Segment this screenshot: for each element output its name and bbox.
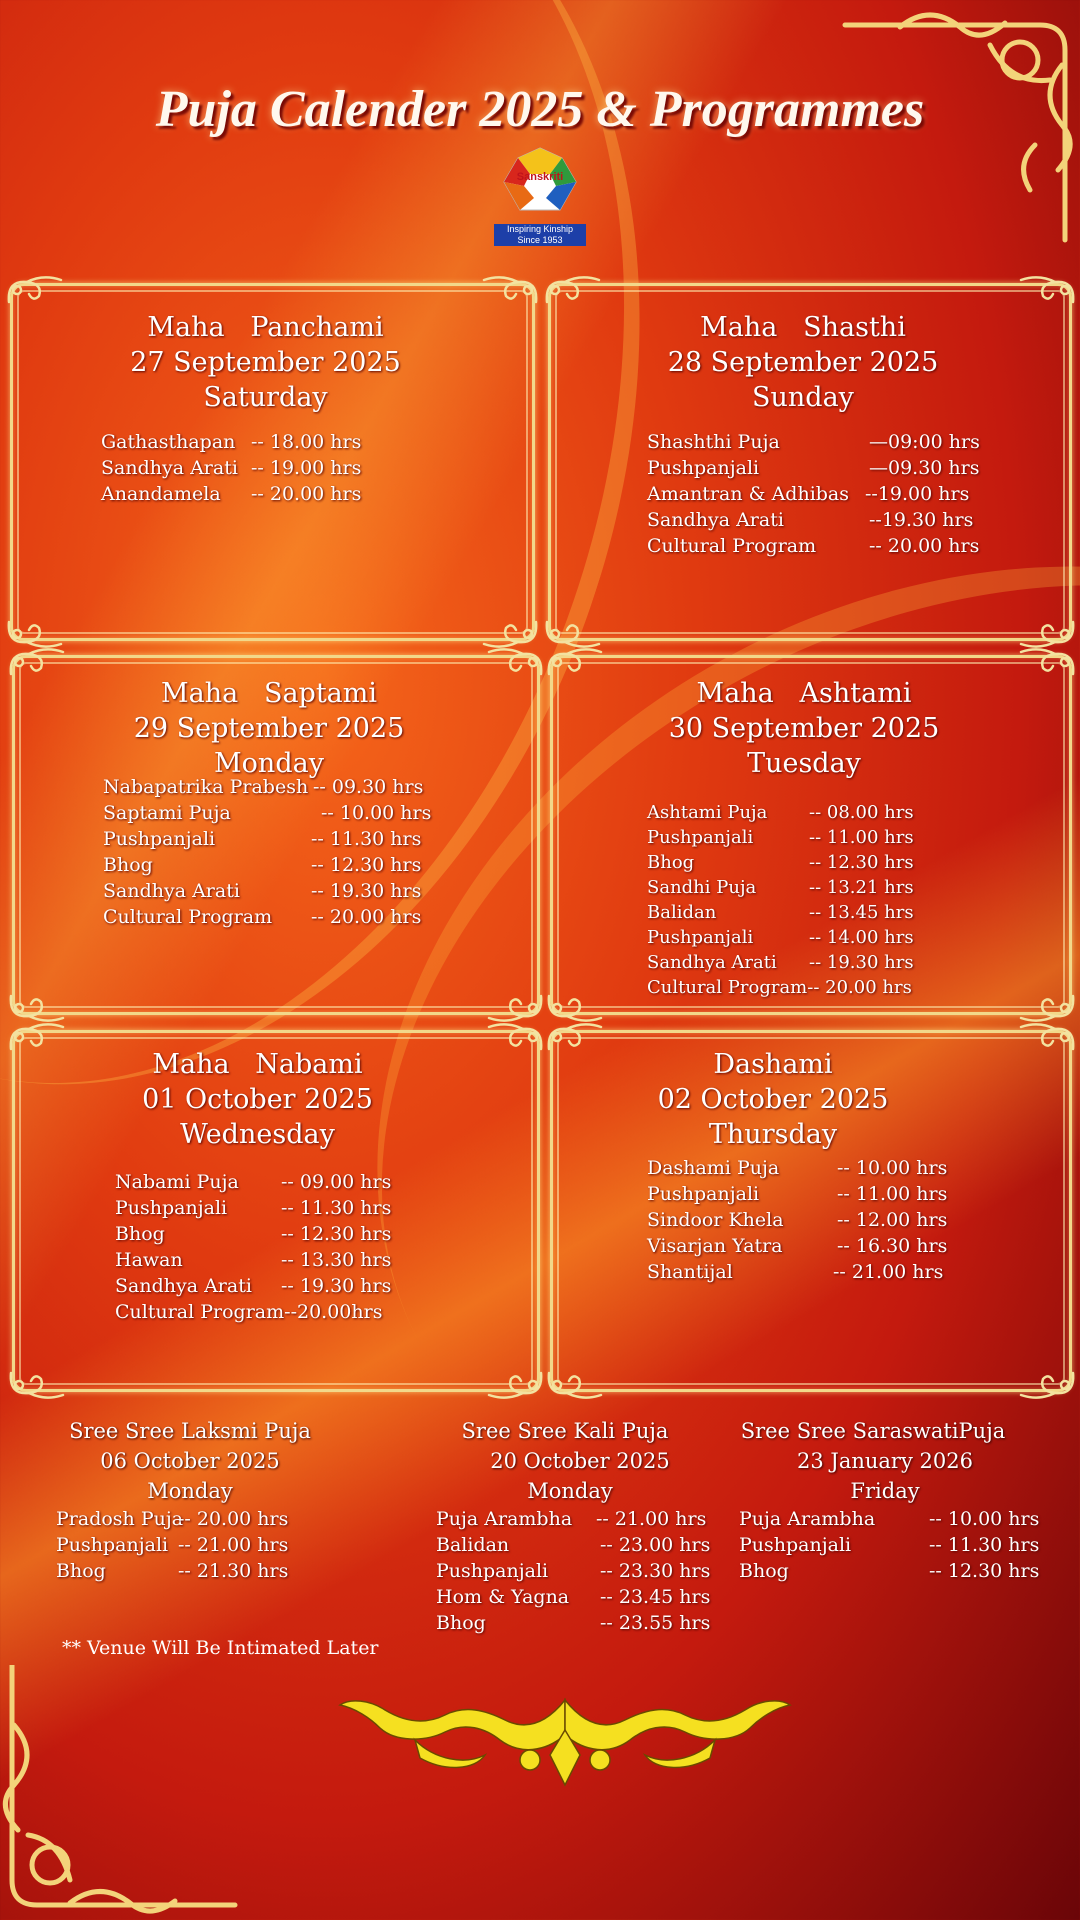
puja-name: Maha Nabami [152, 1049, 363, 1080]
panel-corner-flourish [1019, 272, 1079, 306]
event-time: -- 12.30 hrs [281, 1223, 392, 1245]
event-time: --19.30 hrs [869, 509, 974, 531]
event-time: -- 09.30 hrs [313, 776, 424, 798]
event-time: -- 14.00 hrs [809, 927, 914, 948]
puja-day: Monday [527, 1479, 613, 1503]
event-name: Gathasthapan [101, 431, 236, 453]
event-name: Balidan [647, 902, 717, 923]
event-name: Sandhi Puja [647, 877, 757, 898]
corner-ornament-bottom-left [0, 1665, 240, 1920]
event-name: Sandhya Arati [647, 509, 784, 531]
puja-date: 06 October 2025 [100, 1449, 280, 1473]
panel-header [553, 676, 1055, 781]
page-title: Puja Calender 2025 & Programmes [155, 81, 925, 138]
event-time: —09:00 hrs [869, 431, 980, 453]
schedule-row [115, 1299, 391, 1325]
schedule-row [436, 1532, 756, 1558]
schedule-row [101, 429, 361, 455]
event-time: -- 11.30 hrs [311, 828, 422, 850]
event-name: Bhog [56, 1560, 106, 1582]
puja-day: Wednesday [180, 1119, 335, 1150]
event-time: -- 19.30 hrs [311, 880, 422, 902]
event-name: Sandhya Arati [647, 952, 777, 973]
event-time: -- 11.00 hrs [809, 827, 914, 848]
panel-corner-flourish [482, 618, 542, 652]
puja-date: 30 September 2025 [668, 713, 940, 744]
schedule-row [647, 455, 980, 481]
puja-date: 28 September 2025 [667, 347, 939, 378]
schedule [101, 429, 361, 507]
schedule-row [647, 1155, 947, 1181]
panel-corner-flourish [487, 1369, 547, 1403]
event-name: Cultural Program [647, 977, 808, 998]
event-name: Pushpanjali [115, 1197, 228, 1219]
puja-date: 29 September 2025 [133, 713, 405, 744]
schedule-row [115, 1195, 391, 1221]
schedule-row [647, 1181, 947, 1207]
event-time: -- 18.00 hrs [251, 431, 362, 453]
schedule-row [647, 429, 980, 455]
panel-nabami [12, 1030, 540, 1392]
logo-name: Sanskriti [516, 171, 564, 183]
puja-date: 02 October 2025 [657, 1084, 889, 1115]
schedule [647, 800, 914, 1000]
saraswati-puja-section [735, 1416, 1055, 1584]
event-name: Hawan [115, 1249, 183, 1271]
puja-name: Maha Saptami [160, 678, 378, 709]
event-name: Pushpanjali [647, 827, 754, 848]
puja-day: Tuesday [747, 748, 861, 779]
event-time: --19.00 hrs [865, 483, 970, 505]
event-time: -- 11.30 hrs [929, 1534, 1040, 1556]
event-name: Pushpanjali [436, 1560, 549, 1582]
panel-corner-flourish [5, 1369, 65, 1403]
puja-date: 27 September 2025 [130, 347, 401, 378]
panel-shasthi [548, 283, 1072, 641]
panel-corner-flourish [543, 1369, 603, 1403]
event-name: Saptami Puja [103, 802, 231, 824]
schedule-row [101, 481, 361, 507]
event-time: -- 12.30 hrs [929, 1560, 1040, 1582]
event-time: -- 20.00 hrs [178, 1508, 289, 1530]
event-name: Puja Arambha [436, 1508, 573, 1530]
laksmi-puja-section [50, 1416, 370, 1584]
puja-day: Monday [147, 1479, 233, 1503]
event-name: Shashthi Puja [647, 431, 780, 453]
event-time: -- 12.30 hrs [311, 854, 422, 876]
schedule-row [103, 774, 431, 800]
schedule-row [436, 1584, 756, 1610]
event-name: Pushpanjali [647, 1183, 760, 1205]
sanskriti-logo [490, 140, 590, 250]
schedule [115, 1169, 391, 1325]
schedule-row [103, 800, 431, 826]
panel-corner-flourish [541, 618, 601, 652]
event-time: -- 23.00 hrs [600, 1534, 711, 1556]
event-name: Dashami Puja [647, 1157, 780, 1179]
puja-name: Maha Ashtami [696, 678, 912, 709]
event-name: Amantran & Adhibas [647, 483, 850, 505]
panel-corner-flourish [482, 272, 542, 306]
event-name: Pushpanjali [56, 1534, 169, 1556]
panel-header [13, 310, 518, 415]
event-name: Sandhya Arati [115, 1275, 252, 1297]
schedule-row [56, 1532, 376, 1558]
event-time: -- 21.00 hrs [833, 1261, 944, 1283]
schedule-row [647, 850, 914, 875]
schedule-row [647, 900, 914, 925]
puja-date: 23 January 2026 [797, 1449, 973, 1473]
schedule-row [115, 1273, 391, 1299]
event-name: Pushpanjali [647, 927, 754, 948]
event-time: -- 20.00 hrs [869, 535, 980, 557]
schedule-row [647, 1259, 947, 1285]
puja-name: Sree Sree SaraswatiPuja [740, 1419, 1006, 1443]
event-name: Puja Arambha [739, 1508, 876, 1530]
event-time: -- 16.30 hrs [837, 1235, 948, 1257]
event-name: Nabapatrika Prabesh [103, 776, 309, 798]
schedule-row [647, 950, 914, 975]
panel-corner-flourish [1019, 992, 1079, 1026]
event-time: -- 23.30 hrs [600, 1560, 711, 1582]
panel-header [551, 310, 1055, 415]
schedule-row [647, 1233, 947, 1259]
event-name: Bhog [647, 852, 695, 873]
schedule-row [115, 1221, 391, 1247]
schedule [647, 429, 980, 559]
event-time: -- 10.00 hrs [929, 1508, 1040, 1530]
panel-corner-flourish [1019, 1369, 1079, 1403]
event-time: -- 13.30 hrs [281, 1249, 392, 1271]
panel-corner-flourish [5, 992, 65, 1026]
event-time: -- 13.45 hrs [809, 902, 914, 923]
schedule-row [436, 1506, 756, 1532]
panel-corner-flourish [1019, 1019, 1079, 1053]
event-name: Bhog [103, 854, 153, 876]
event-time: -- 19.30 hrs [809, 952, 914, 973]
event-name: Pushpanjali [739, 1534, 852, 1556]
schedule-row [103, 826, 431, 852]
schedule-row [56, 1506, 376, 1532]
puja-day: Sunday [752, 382, 854, 413]
event-name: Pushpanjali [647, 457, 760, 479]
event-time: -- 19.30 hrs [281, 1275, 392, 1297]
event-name: Ashtami Puja [647, 802, 768, 823]
schedule-row [115, 1247, 391, 1273]
event-name: Bhog [115, 1223, 165, 1245]
event-time: -- 12.30 hrs [809, 852, 914, 873]
event-name: Visarjan Yatra [647, 1235, 783, 1257]
schedule-row [115, 1169, 391, 1195]
event-time: —09.30 hrs [869, 457, 980, 479]
event-time: -- 20.00 hrs [807, 977, 912, 998]
schedule-row [647, 1207, 947, 1233]
kali-puja-section [430, 1416, 750, 1636]
event-name: Sandhya Arati [101, 457, 238, 479]
event-name: Cultural Program [647, 535, 817, 557]
panel-header [15, 676, 523, 781]
schedule [103, 774, 431, 930]
event-name: Hom & Yagna [436, 1586, 570, 1608]
event-name: Sindoor Khela [647, 1209, 784, 1231]
bottom-flourish-ornament [335, 1680, 795, 1790]
panel-ashtami [550, 655, 1072, 1015]
panel-dashami [550, 1030, 1072, 1392]
schedule-row [103, 904, 431, 930]
event-name: Pradosh Puja [56, 1508, 184, 1530]
event-time: -- 11.00 hrs [837, 1183, 948, 1205]
panel-corner-flourish [487, 644, 547, 678]
panel-panchami [10, 283, 535, 641]
puja-day: Thursday [708, 1119, 838, 1150]
panel-corner-flourish [5, 644, 65, 678]
puja-name: Sree Sree Kali Puja [461, 1419, 669, 1443]
event-time: -- 12.00 hrs [837, 1209, 948, 1231]
event-time: -- 21.00 hrs [178, 1534, 289, 1556]
schedule-row [103, 852, 431, 878]
event-time: -- 13.21 hrs [809, 877, 914, 898]
puja-name: Maha Shasthi [700, 312, 906, 343]
panel-corner-flourish [541, 272, 601, 306]
event-time: -- 20.00 hrs [251, 483, 362, 505]
puja-name: Sree Sree Laksmi Puja [69, 1419, 311, 1443]
schedule-row [647, 533, 980, 559]
schedule [436, 1506, 756, 1636]
venue-note: ** Venue Will Be Intimated Later [62, 1637, 379, 1659]
panel-corner-flourish [543, 992, 603, 1026]
event-time: -- 11.30 hrs [281, 1197, 392, 1219]
schedule-row [56, 1558, 376, 1584]
schedule-row [103, 878, 431, 904]
puja-day: Saturday [203, 382, 328, 413]
event-name: Nabami Puja [115, 1171, 239, 1193]
panel-corner-flourish [543, 644, 603, 678]
schedule-row [647, 875, 914, 900]
event-time: -- 21.00 hrs [596, 1508, 707, 1530]
event-name: Anandamela [101, 483, 221, 505]
panel-corner-flourish [3, 272, 63, 306]
event-time: -- 20.00 hrs [311, 906, 422, 928]
schedule-row [647, 481, 980, 507]
schedule [739, 1506, 1059, 1584]
schedule-row [436, 1558, 756, 1584]
event-time: -- 23.45 hrs [600, 1586, 711, 1608]
event-name: Bhog [739, 1560, 789, 1582]
schedule-row [647, 507, 980, 533]
schedule-row [101, 455, 361, 481]
puja-day: Monday [214, 748, 324, 779]
event-time: -- 10.00 hrs [837, 1157, 948, 1179]
schedule-row [647, 800, 914, 825]
schedule-row [647, 975, 914, 1000]
panel-corner-flourish [487, 992, 547, 1026]
event-time: -- 23.55 hrs [600, 1612, 711, 1634]
schedule-row [739, 1532, 1059, 1558]
schedule-row [647, 925, 914, 950]
event-name: Sandhya Arati [103, 880, 240, 902]
event-time: -- 09.00 hrs [281, 1171, 392, 1193]
event-name: Cultural Program [103, 906, 273, 928]
schedule [56, 1506, 376, 1584]
panel-saptami [12, 655, 540, 1015]
puja-name: Maha Panchami [147, 312, 384, 343]
event-time: -- 10.00 hrs [321, 802, 432, 824]
puja-date: 20 October 2025 [490, 1449, 670, 1473]
panel-header [553, 1047, 993, 1152]
schedule-row [739, 1506, 1059, 1532]
event-name: Cultural Program [115, 1301, 285, 1323]
event-time: -- 08.00 hrs [809, 802, 914, 823]
event-time: --20.00hrs [284, 1301, 383, 1323]
schedule-row [739, 1558, 1059, 1584]
schedule [647, 1155, 947, 1285]
panel-corner-flourish [3, 618, 63, 652]
logo-tagline: Inspiring Kinship [506, 224, 574, 234]
event-name: Pushpanjali [103, 828, 216, 850]
event-time: -- 21.30 hrs [178, 1560, 289, 1582]
event-name: Balidan [436, 1534, 510, 1556]
logo-since: Since 1953 [517, 235, 563, 245]
panel-header [15, 1047, 500, 1152]
puja-date: 01 October 2025 [142, 1084, 373, 1115]
panel-corner-flourish [1019, 644, 1079, 678]
schedule-row [647, 825, 914, 850]
puja-name: Dashami [713, 1049, 833, 1080]
panel-corner-flourish [1019, 618, 1079, 652]
schedule-row [436, 1610, 756, 1636]
event-name: Bhog [436, 1612, 486, 1634]
event-time: -- 19.00 hrs [251, 457, 362, 479]
puja-day: Friday [850, 1479, 920, 1503]
event-name: Shantijal [647, 1261, 733, 1283]
